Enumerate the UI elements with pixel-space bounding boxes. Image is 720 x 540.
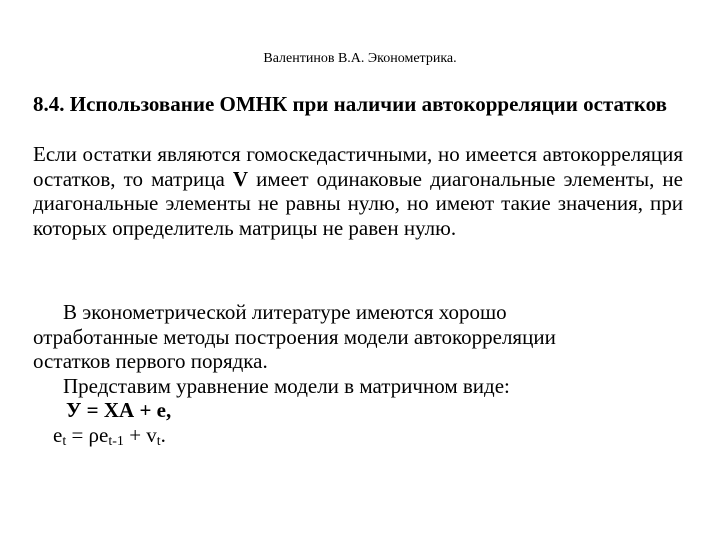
matrix-form-intro: Представим уравнение модели в матричном виде: — [63, 373, 510, 398]
eq-sub-t-minus-1: t-1 — [108, 433, 124, 449]
equation-autoregressive — [33, 423, 683, 448]
methods-line-3: остатков первого порядка. — [33, 349, 268, 373]
eq-sub-t-2: t — [156, 433, 161, 449]
eq-rho-e: = ρe — [66, 422, 109, 447]
paragraph-text-start: Если остатки являются гомоскедастичными, но имеется автокорреляция остатков, то матрица — [33, 142, 683, 191]
eq-period: . — [160, 422, 166, 447]
paragraph-text-end: имеет одинаковые диагональные элементы, не диагональные элементы не равны нулю, но имеют такие значения, при которых определитель матрицы не равен нулю. — [33, 166, 683, 240]
paragraph-autocorrelation — [33, 142, 683, 240]
eq-sub-t: t — [62, 433, 67, 449]
equation-matrix-model: У = ХА + е, — [66, 398, 172, 422]
matrix-v-symbol: V — [232, 166, 249, 191]
paragraph-methods — [33, 300, 683, 447]
eq-e: e — [53, 422, 63, 447]
eq-plus-v: + v — [123, 422, 157, 447]
methods-line-1: В эконометрической литературе имеются хорошо — [63, 300, 507, 324]
slide-header: Валентинов В.А. Эконометрика. — [263, 51, 457, 66]
section-title: 8.4. Использование ОМНК при наличии автокорреляции остатков — [33, 92, 667, 116]
methods-line-2: отработанные методы построения модели автокорреляции — [33, 324, 556, 349]
